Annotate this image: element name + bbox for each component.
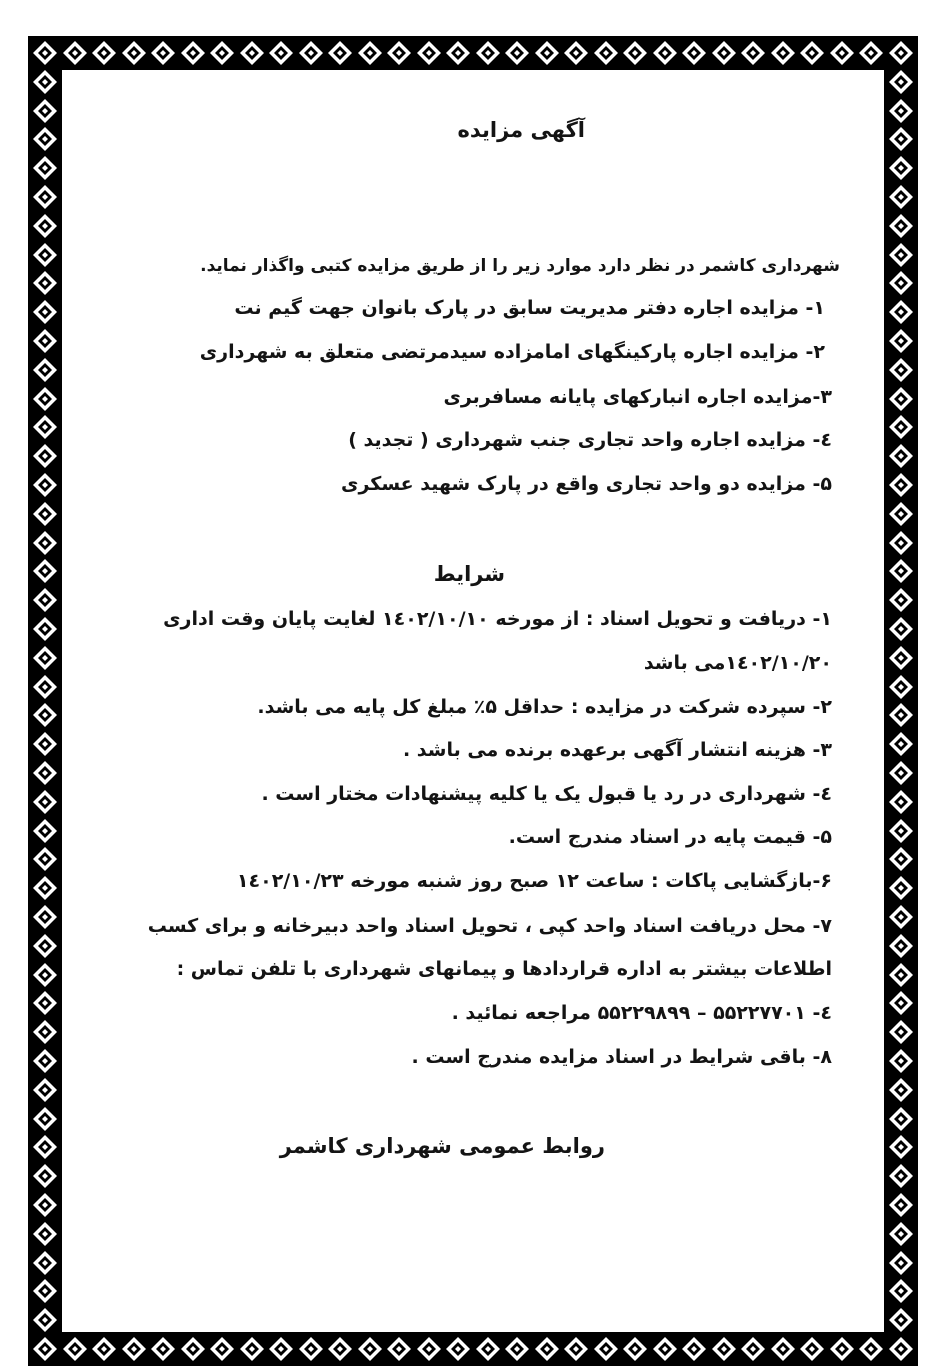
diamond-ornament-icon	[770, 1336, 796, 1362]
diamond-ornament-icon	[888, 357, 914, 383]
diamond-ornament-icon	[740, 1336, 766, 1362]
auction-item: ۵- مزایده دو واحد تجاری واقع در پارک شهید عسکری	[341, 473, 832, 495]
signature: روابط عمومی شهرداری کاشمر	[279, 1134, 605, 1158]
diamond-ornament-icon	[888, 587, 914, 613]
diamond-ornament-icon	[32, 760, 58, 786]
diamond-ornament-icon	[32, 40, 58, 66]
diamond-ornament-icon	[888, 731, 914, 757]
diamond-ornament-icon	[829, 1336, 855, 1362]
diamond-ornament-icon	[327, 1336, 353, 1362]
diamond-ornament-icon	[32, 846, 58, 872]
diamond-ornament-icon	[445, 40, 471, 66]
diamond-ornament-icon	[32, 1048, 58, 1074]
auction-item: ۲- مزایده اجاره پارکینگهای امامزاده سیدمرتضی متعلق به شهرداری	[199, 341, 825, 363]
diamond-ornament-icon	[888, 818, 914, 844]
diamond-ornament-icon	[32, 98, 58, 124]
diamond-ornament-icon	[888, 933, 914, 959]
diamond-ornament-icon	[32, 386, 58, 412]
diamond-ornament-icon	[32, 1250, 58, 1276]
diamond-ornament-icon	[32, 1221, 58, 1247]
diamond-ornament-icon	[888, 645, 914, 671]
condition-line: ۸- باقی شرایط در اسناد مزایده مندرج است .	[411, 1046, 832, 1068]
diamond-ornament-icon	[209, 40, 235, 66]
diamond-ornament-icon	[888, 40, 914, 66]
diamond-ornament-icon	[32, 1106, 58, 1132]
diamond-ornament-icon	[888, 846, 914, 872]
diamond-ornament-icon	[386, 40, 412, 66]
diamond-ornament-icon	[32, 126, 58, 152]
condition-line: ۱- دریافت و تحویل اسناد : از مورخه ۱٤۰۲/۱۰/۱۰ لغایت پایان وقت اداری	[163, 608, 832, 630]
diamond-ornament-icon	[888, 126, 914, 152]
diamond-ornament-icon	[770, 40, 796, 66]
diamond-ornament-icon	[32, 674, 58, 700]
diamond-ornament-icon	[32, 1307, 58, 1333]
condition-line: ۶-بازگشایی پاکات : ساعت ۱۲ صبح روز شنبه مورخه ۱٤۰۲/۱۰/۲۳	[236, 870, 832, 892]
auction-item: ۳-مزایده اجاره انبارکهای پایانه مسافربری	[443, 386, 832, 408]
diamond-ornament-icon	[62, 1336, 88, 1362]
diamond-ornament-icon	[32, 1336, 58, 1362]
diamond-ornament-icon	[888, 69, 914, 95]
diamond-ornament-icon	[888, 990, 914, 1016]
condition-line: ۳- هزینه انتشار آگهی برعهده برنده می باشد .	[402, 739, 832, 761]
diamond-ornament-icon	[32, 472, 58, 498]
diamond-ornament-icon	[357, 1336, 383, 1362]
diamond-ornament-icon	[91, 1336, 117, 1362]
diamond-ornament-icon	[386, 1336, 412, 1362]
diamond-ornament-icon	[32, 443, 58, 469]
diamond-ornament-icon	[475, 1336, 501, 1362]
diamond-ornament-icon	[32, 530, 58, 556]
diamond-ornament-icon	[32, 270, 58, 296]
diamond-ornament-icon	[32, 1192, 58, 1218]
diamond-ornament-icon	[622, 1336, 648, 1362]
diamond-ornament-icon	[858, 1336, 884, 1362]
diamond-ornament-icon	[32, 501, 58, 527]
diamond-ornament-icon	[888, 1250, 914, 1276]
diamond-ornament-icon	[888, 1048, 914, 1074]
notice-title: آگهی مزایده	[457, 118, 585, 142]
diamond-ornament-icon	[32, 213, 58, 239]
diamond-ornament-icon	[298, 1336, 324, 1362]
diamond-ornament-icon	[32, 69, 58, 95]
diamond-ornament-icon	[357, 40, 383, 66]
condition-line: ۲- سپرده شرکت در مزایده : حداقل ۵٪ مبلغ کل پایه می باشد.	[257, 696, 832, 718]
diamond-ornament-icon	[888, 875, 914, 901]
diamond-ornament-icon	[681, 40, 707, 66]
diamond-ornament-icon	[888, 558, 914, 584]
diamond-ornament-icon	[534, 40, 560, 66]
diamond-ornament-icon	[888, 1307, 914, 1333]
diamond-ornament-icon	[888, 98, 914, 124]
diamond-ornament-icon	[888, 1163, 914, 1189]
diamond-ornament-icon	[32, 702, 58, 728]
auction-item: ٤- مزایده اجاره واحد تجاری جنب شهرداری ( تجدید )	[348, 429, 832, 451]
diamond-ornament-icon	[652, 40, 678, 66]
diamond-ornament-icon	[888, 1221, 914, 1247]
diamond-ornament-icon	[563, 1336, 589, 1362]
diamond-ornament-icon	[858, 40, 884, 66]
diamond-ornament-icon	[209, 1336, 235, 1362]
diamond-ornament-icon	[416, 40, 442, 66]
diamond-ornament-icon	[32, 587, 58, 613]
diamond-ornament-icon	[32, 933, 58, 959]
diamond-ornament-icon	[32, 1077, 58, 1103]
diamond-ornament-icon	[888, 1192, 914, 1218]
diamond-ornament-icon	[268, 1336, 294, 1362]
diamond-ornament-icon	[888, 270, 914, 296]
diamond-ornament-icon	[32, 1163, 58, 1189]
diamond-ornament-icon	[150, 1336, 176, 1362]
diamond-ornament-icon	[888, 962, 914, 988]
diamond-ornament-icon	[799, 40, 825, 66]
diamond-ornament-icon	[711, 1336, 737, 1362]
diamond-ornament-icon	[888, 1278, 914, 1304]
condition-line: ٤- شهرداری در رد یا قبول یک یا کلیه پیشنهادات مختار است .	[261, 783, 832, 805]
diamond-ornament-icon	[32, 357, 58, 383]
diamond-ornament-icon	[32, 299, 58, 325]
diamond-ornament-icon	[32, 990, 58, 1016]
diamond-ornament-icon	[799, 1336, 825, 1362]
diamond-ornament-icon	[740, 40, 766, 66]
diamond-ornament-icon	[32, 414, 58, 440]
diamond-ornament-icon	[416, 1336, 442, 1362]
diamond-ornament-icon	[62, 40, 88, 66]
diamond-ornament-icon	[888, 702, 914, 728]
diamond-ornament-icon	[298, 40, 324, 66]
diamond-ornament-icon	[32, 1019, 58, 1045]
diamond-ornament-icon	[681, 1336, 707, 1362]
diamond-ornament-icon	[91, 40, 117, 66]
diamond-ornament-icon	[239, 1336, 265, 1362]
diamond-ornament-icon	[888, 789, 914, 815]
diamond-ornament-icon	[32, 875, 58, 901]
diamond-ornament-icon	[888, 155, 914, 181]
condition-line: اطلاعات بیشتر به اداره قراردادها و پیمانهای شهرداری با تلفن تماس :	[176, 958, 832, 980]
diamond-ornament-icon	[268, 40, 294, 66]
diamond-ornament-icon	[888, 472, 914, 498]
diamond-ornament-icon	[888, 760, 914, 786]
diamond-ornament-icon	[888, 328, 914, 354]
diamond-ornament-icon	[32, 242, 58, 268]
diamond-ornament-icon	[239, 40, 265, 66]
diamond-ornament-icon	[888, 213, 914, 239]
diamond-ornament-icon	[32, 1278, 58, 1304]
diamond-ornament-icon	[888, 530, 914, 556]
diamond-ornament-icon	[563, 40, 589, 66]
diamond-ornament-icon	[150, 40, 176, 66]
diamond-ornament-icon	[121, 1336, 147, 1362]
diamond-ornament-icon	[888, 1106, 914, 1132]
diamond-ornament-icon	[445, 1336, 471, 1362]
auction-item: ۱- مزایده اجاره دفتر مدیریت سابق در پارک بانوان جهت گیم نت	[234, 297, 825, 319]
diamond-ornament-icon	[32, 962, 58, 988]
diamond-ornament-icon	[32, 904, 58, 930]
condition-line: ۷- محل دریافت اسناد واحد کپی ، تحویل اسناد واحد دبیرخانه و برای کسب	[147, 915, 832, 937]
diamond-ornament-icon	[888, 1134, 914, 1160]
diamond-ornament-icon	[32, 818, 58, 844]
diamond-ornament-icon	[32, 789, 58, 815]
diamond-ornament-icon	[32, 616, 58, 642]
diamond-ornament-icon	[504, 40, 530, 66]
diamond-ornament-icon	[888, 501, 914, 527]
diamond-ornament-icon	[327, 40, 353, 66]
diamond-ornament-icon	[888, 616, 914, 642]
diamond-ornament-icon	[180, 1336, 206, 1362]
diamond-ornament-icon	[121, 40, 147, 66]
diamond-ornament-icon	[32, 1134, 58, 1160]
diamond-ornament-icon	[888, 443, 914, 469]
diamond-ornament-icon	[888, 674, 914, 700]
diamond-ornament-icon	[888, 904, 914, 930]
diamond-ornament-icon	[829, 40, 855, 66]
diamond-ornament-icon	[504, 1336, 530, 1362]
diamond-ornament-icon	[32, 558, 58, 584]
diamond-ornament-icon	[180, 40, 206, 66]
diamond-ornament-icon	[475, 40, 501, 66]
diamond-ornament-icon	[32, 328, 58, 354]
diamond-ornament-icon	[888, 242, 914, 268]
phone-numbers: ٤- ۵۵۲۲۷۷۰۱ – ۵۵۲۲۹۸۹۹ مراجعه نمائید .	[451, 1002, 832, 1024]
condition-line: ۱٤۰۲/۱۰/۲۰می باشد	[643, 652, 832, 674]
diamond-ornament-icon	[888, 1336, 914, 1362]
diamond-ornament-icon	[888, 1019, 914, 1045]
diamond-ornament-icon	[652, 1336, 678, 1362]
diamond-ornament-icon	[888, 1077, 914, 1103]
diamond-ornament-icon	[593, 1336, 619, 1362]
diamond-ornament-icon	[534, 1336, 560, 1362]
diamond-ornament-icon	[622, 40, 648, 66]
conditions-heading: شرایط	[433, 562, 505, 586]
diamond-ornament-icon	[888, 184, 914, 210]
diamond-ornament-icon	[32, 155, 58, 181]
diamond-ornament-icon	[593, 40, 619, 66]
diamond-ornament-icon	[888, 299, 914, 325]
diamond-ornament-icon	[711, 40, 737, 66]
diamond-ornament-icon	[32, 184, 58, 210]
condition-line: ۵- قیمت پایه در اسناد مندرج است.	[508, 826, 832, 848]
diamond-ornament-icon	[32, 645, 58, 671]
intro-text: شهرداری کاشمر در نظر دارد موارد زیر را از طریق مزایده کتبی واگذار نماید.	[200, 256, 840, 276]
diamond-ornament-icon	[32, 731, 58, 757]
diamond-ornament-icon	[888, 386, 914, 412]
diamond-ornament-icon	[888, 414, 914, 440]
